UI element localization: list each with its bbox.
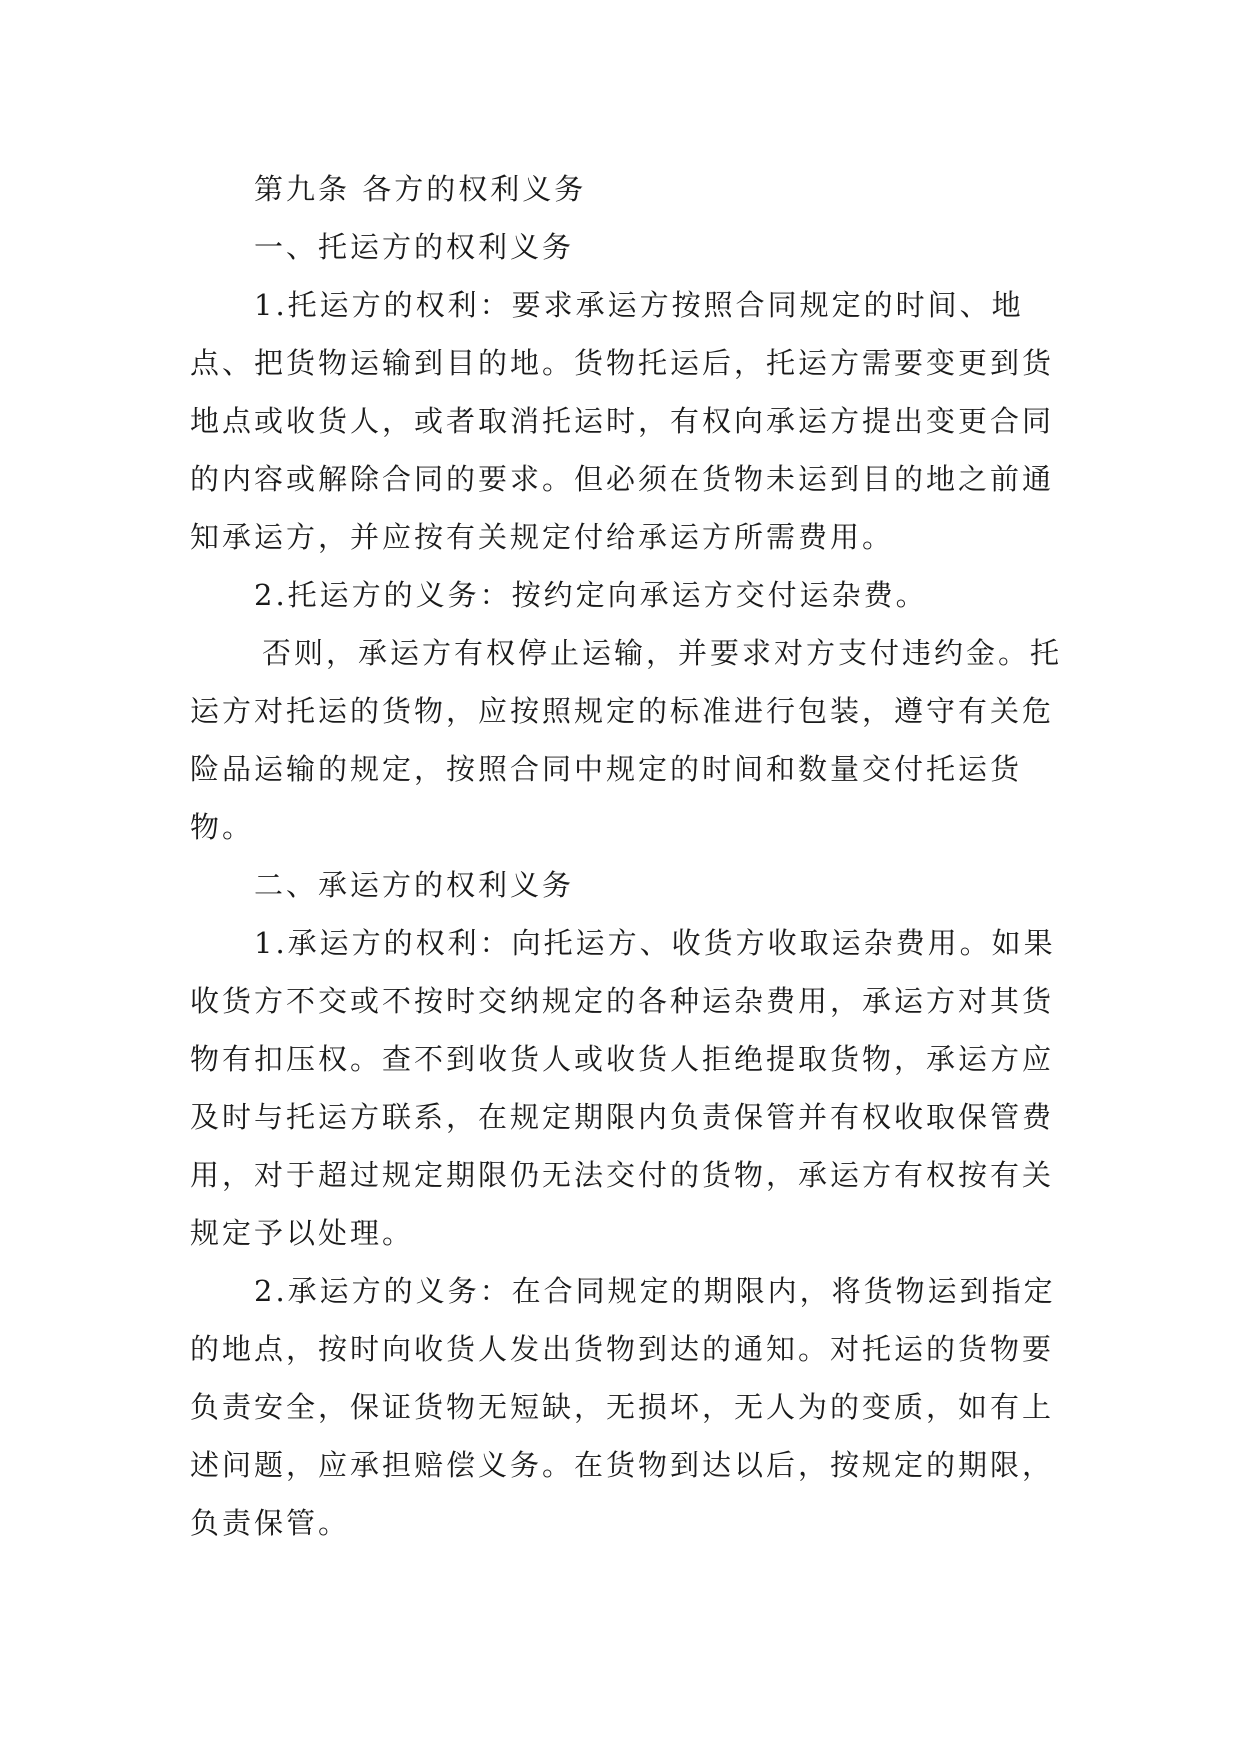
section-one-item-2-continued: 否则，承运方有权停止运输，并要求对方支付违约金。托运方对托运的货物，应按照规定的标准进行包装，遵守有关危险品运输的规定，按照合同中规定的时间和数量交付托运货物。 bbox=[190, 636, 1063, 844]
section-one-title: 一、托运方的权利义务 bbox=[254, 230, 575, 264]
section-two-item-1: 1.承运方的权利：向托运方、收货方收取运杂费用。如果收货方不交或不按时交纳规定的各种运杂费用，承运方对其货物有扣压权。查不到收货人或收货人拒绝提取货物，承运方应及时与托运方联系，在规定期限内负责保管并有权收取保管费用，对于超过规定期限仍无法交付的货物，承运方有权按有关规定予以处理。 bbox=[190, 926, 1056, 1250]
document-body bbox=[190, 160, 1070, 1552]
section-two-title: 二、承运方的权利义务 bbox=[254, 868, 575, 902]
section-one-item-2: 2.托运方的义务：按约定向承运方交付运杂费。 bbox=[254, 578, 928, 612]
section-two-item-2: 2.承运方的义务：在合同规定的期限内，将货物运到指定的地点，按时向收货人发出货物到达的通知。对托运的货物要负责安全，保证货物无短缺，无损坏，无人为的变质，如有上述问题，应承担赔偿义务。在货物到达以后，按规定的期限，负责保管。 bbox=[190, 1274, 1056, 1540]
section-one-item-1: 1.托运方的权利：要求承运方按照合同规定的时间、地点、把货物运输到目的地。货物托运后，托运方需要变更到货地点或收货人，或者取消托运时，有权向承运方提出变更合同的内容或解除合同的要求。但必须在货物未运到目的地之前通知承运方，并应按有关规定付给承运方所需费用。 bbox=[190, 288, 1055, 554]
article-title: 第九条 各方的权利义务 bbox=[254, 172, 587, 206]
